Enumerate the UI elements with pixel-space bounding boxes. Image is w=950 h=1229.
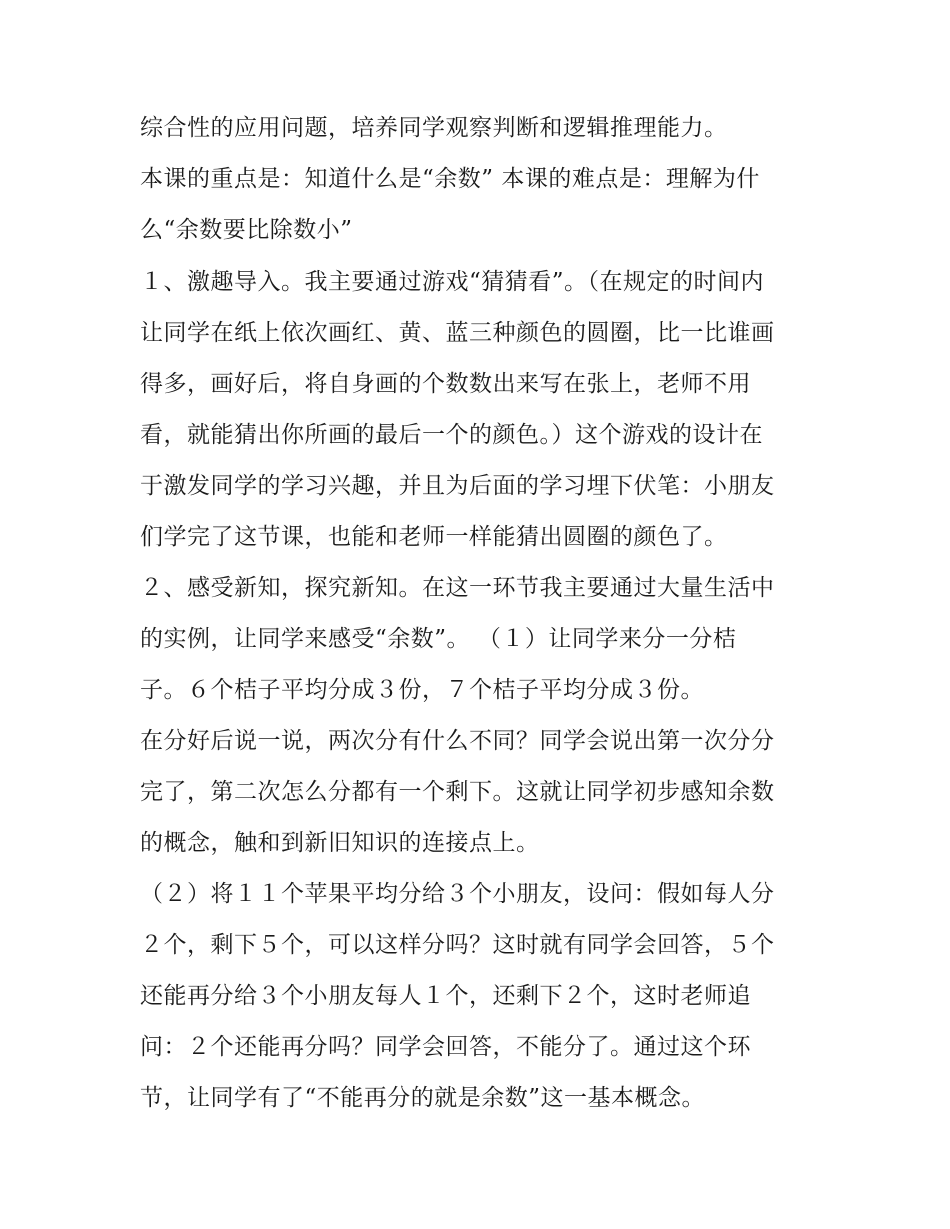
text-line: 还能再分给３个小朋友每人１个，还剩下２个，这时老师追 xyxy=(140,983,751,1009)
text-line: ２、感受新知，探究新知。在这一环节我主要通过大量生活中 xyxy=(140,575,775,601)
text-line: 的实例，让同学来感受“余数”。 （１）让同学来分一分桔 xyxy=(140,626,737,652)
text-line: 看，就能猜出你所画的最后一个的颜色。）这个游戏的设计在 xyxy=(140,422,763,448)
text-line: 问：２个还能再分吗？同学会回答，不能分了。通过这个环 xyxy=(140,1034,751,1060)
text-line: 在分好后说一说，两次分有什么不同？同学会说出第一次分分 xyxy=(140,728,775,754)
text-line: 的概念，触和到新旧知识的连接点上。 xyxy=(140,830,540,856)
text-line: 完了，第二次怎么分都有一个剩下。这就让同学初步感知余数 xyxy=(140,779,775,805)
text-line: 让同学在纸上依次画红、黄、蓝三种颜色的圆圈，比一比谁画 xyxy=(140,320,775,346)
text-line: １、激趣导入。我主要通过游戏“猜猜看”。（在规定的时间内 xyxy=(140,269,765,295)
text-line: 得多，画好后，将自身画的个数数出来写在张上，老师不用 xyxy=(140,371,751,397)
text-line: 于激发同学的学习兴趣，并且为后面的学习埋下伏笔：小朋友 xyxy=(140,473,775,499)
text-line: （２）将１１个苹果平均分给３个小朋友，设问：假如每人分 xyxy=(140,881,775,907)
text-line: 本课的重点是：知道什么是“余数” 本课的难点是：理解为什 xyxy=(140,166,760,192)
text-line: 么“余数要比除数小” xyxy=(140,217,353,243)
text-line: 节，让同学有了“不能再分的就是余数”这一基本概念。 xyxy=(140,1085,706,1111)
text-line: 子。６个桔子平均分成３份，７个桔子平均分成３份。 xyxy=(140,677,704,703)
text-line: 们学完了这节课，也能和老师一样能猜出圆圈的颜色了。 xyxy=(140,524,728,550)
text-line: 综合性的应用问题，培养同学观察判断和逻辑推理能力。 xyxy=(140,115,728,141)
text-line: ２个，剩下５个，可以这样分吗？这时就有同学会回答，５个 xyxy=(140,932,775,958)
